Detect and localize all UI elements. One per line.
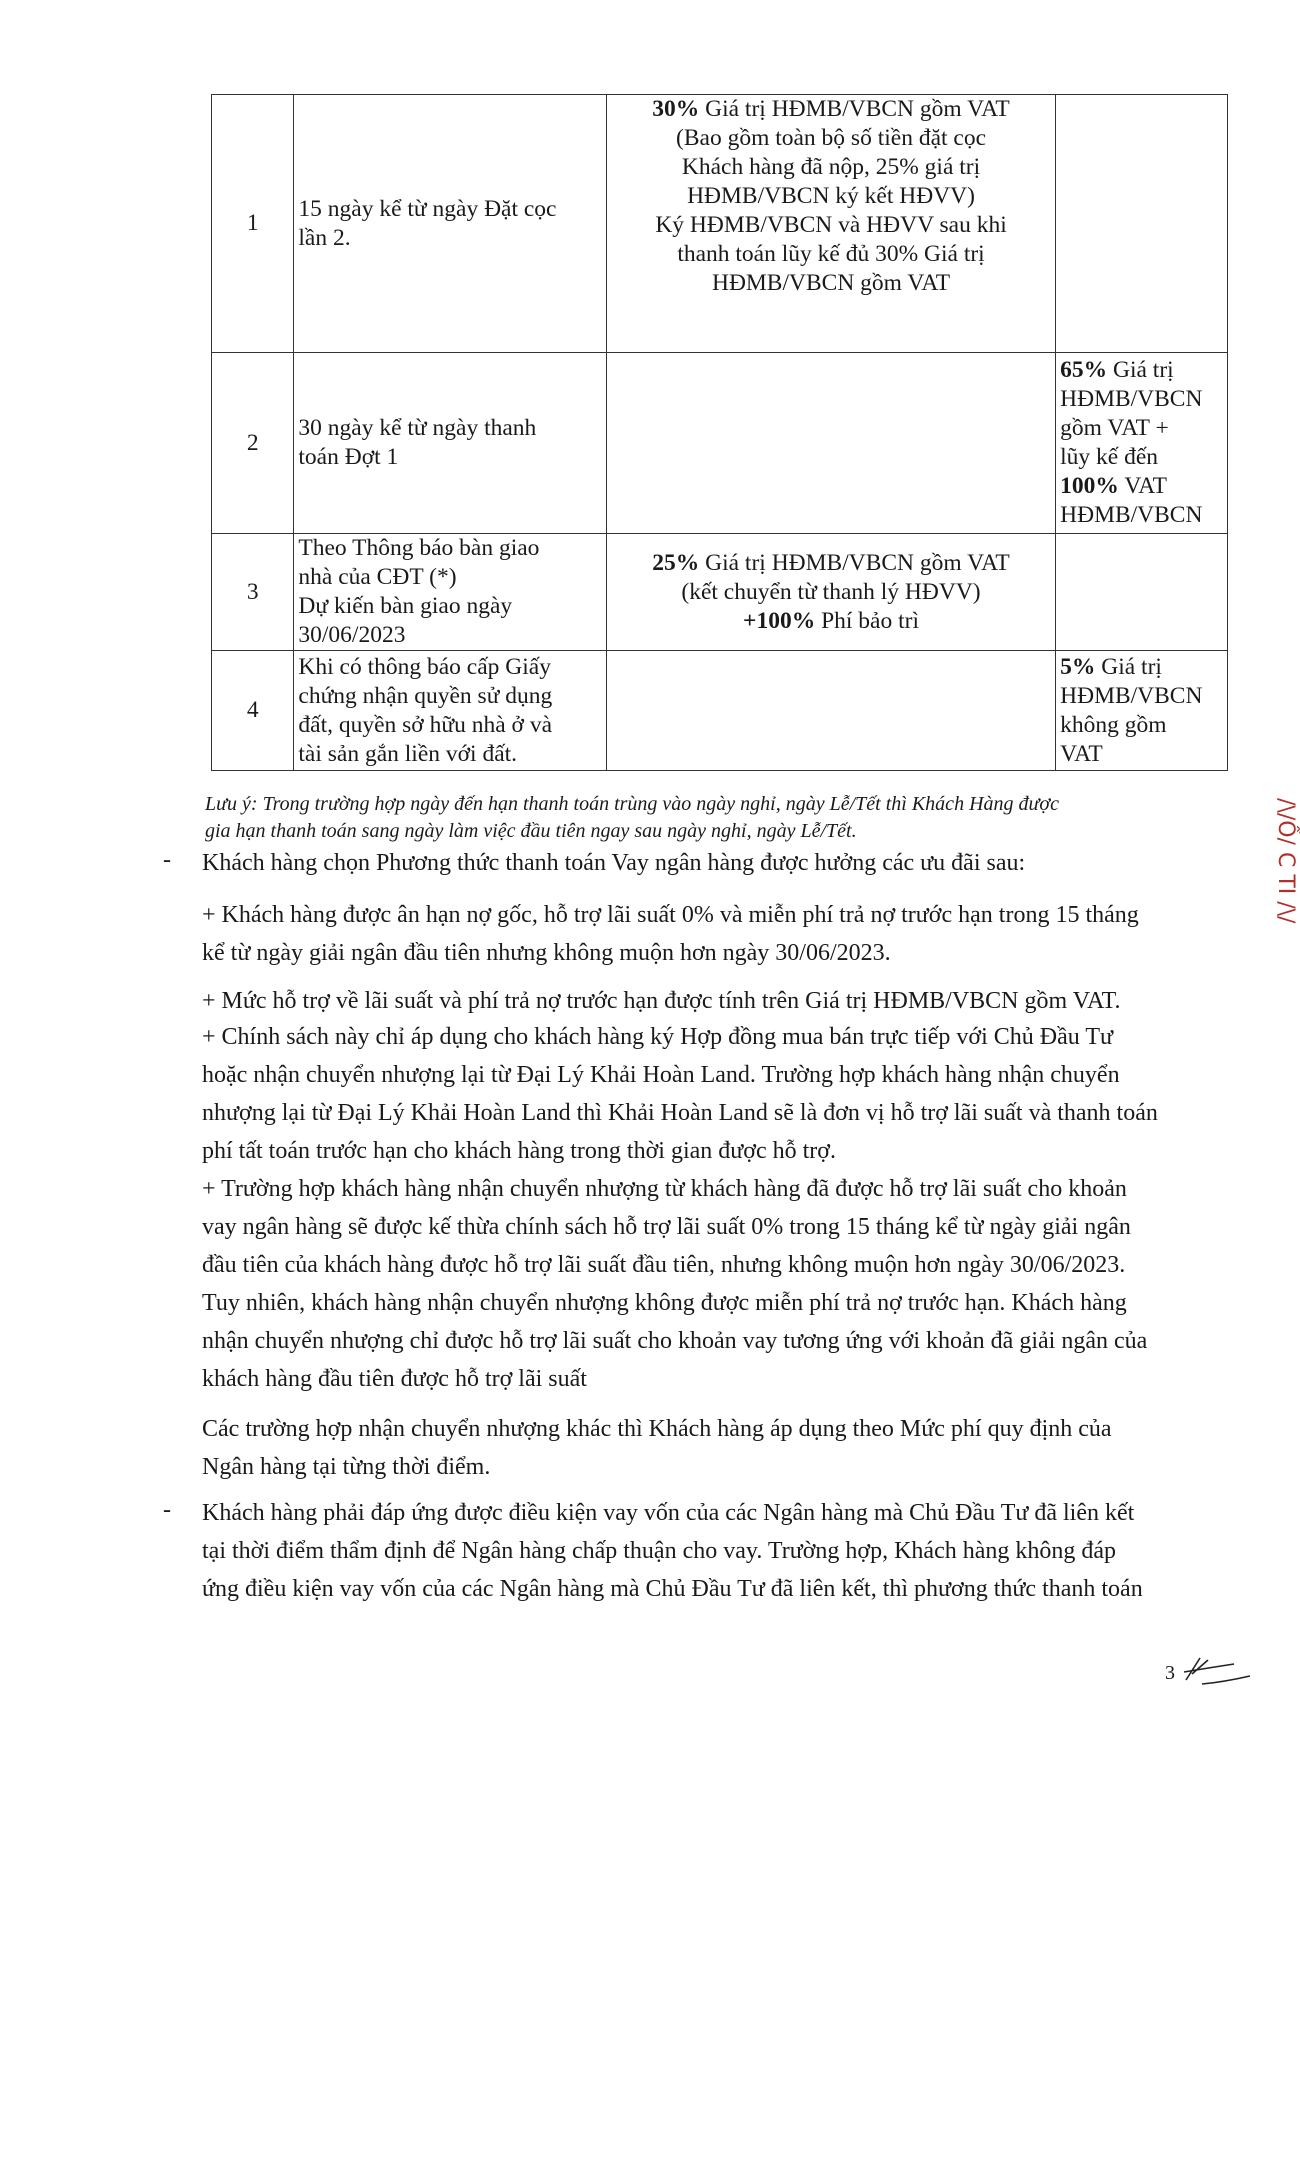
- table-row: [212, 353, 1228, 534]
- paragraph: Khách hàng phải đáp ứng được điều kiện vay vốn của các Ngân hàng mà Chủ Đầu Tư đã liên kết: [202, 1500, 1135, 1526]
- paragraph: tại thời điểm thẩm định để Ngân hàng chấp thuận cho vay. Trường hợp, Khách hàng không đáp: [202, 1538, 1117, 1564]
- paragraph: + Mức hỗ trợ về lãi suất và phí trả nợ trước hạn được tính trên Giá trị HĐMB/VBCN gồm VAT.: [202, 988, 1121, 1014]
- loan-payment-cell: 5% Giá trị HĐMB/VBCN không gồm VAT: [1056, 651, 1228, 771]
- payment-amount-cell: [606, 353, 1055, 534]
- paragraph: kể từ ngày giải ngân đầu tiên nhưng không muộn hơn ngày 30/06/2023.: [202, 940, 891, 966]
- payment-amount-cell: 25% Giá trị HĐMB/VBCN gồm VAT (kết chuyển từ thanh lý HĐVV) +100% Phí bảo trì: [606, 534, 1055, 651]
- payment-time-cell: 15 ngày kể từ ngày Đặt cọc lần 2.: [294, 95, 607, 353]
- paragraph: Các trường hợp nhận chuyển nhượng khác thì Khách hàng áp dụng theo Mức phí quy định của: [202, 1416, 1112, 1442]
- paragraph: Khách hàng chọn Phương thức thanh toán Vay ngân hàng được hưởng các ưu đãi sau:: [202, 850, 1026, 876]
- margin-stamp: /\/Ố/ C TI /\/: [1273, 798, 1298, 924]
- table-row: [212, 651, 1228, 771]
- payment-time-cell: Khi có thông báo cấp Giấy chứng nhận quyền sử dụng đất, quyền sở hữu nhà ở và tài sản gắn liền với đất.: [294, 651, 607, 771]
- paragraph: + Chính sách này chỉ áp dụng cho khách hàng ký Hợp đồng mua bán trực tiếp với Chủ Đầu Tư: [202, 1024, 1113, 1050]
- row-number: 1: [212, 95, 294, 353]
- payment-schedule-table: [211, 94, 1228, 771]
- paragraph: phí tất toán trước hạn cho khách hàng trong thời gian được hỗ trợ.: [202, 1138, 836, 1164]
- row-number: 4: [212, 651, 294, 771]
- initials-signature-icon: [1178, 1652, 1258, 1692]
- bullet-dash: -: [163, 847, 171, 873]
- paragraph: + Khách hàng được ân hạn nợ gốc, hỗ trợ lãi suất 0% và miễn phí trả nợ trước hạn trong 15 tháng: [202, 902, 1139, 928]
- paragraph: + Trường hợp khách hàng nhận chuyển nhượng từ khách hàng đã được hỗ trợ lãi suất cho khoản: [202, 1176, 1127, 1202]
- loan-payment-cell: [1056, 534, 1228, 651]
- paragraph: ứng điều kiện vay vốn của các Ngân hàng mà Chủ Đầu Tư đã liên kết, thì phương thức thanh toán: [202, 1576, 1143, 1602]
- paragraph: Ngân hàng tại từng thời điểm.: [202, 1454, 491, 1480]
- paragraph: nhận chuyển nhượng chỉ được hỗ trợ lãi suất cho khoản vay tương ứng với khoản đã giải ngân của: [202, 1328, 1148, 1354]
- payment-time-cell: 30 ngày kể từ ngày thanh toán Đợt 1: [294, 353, 607, 534]
- payment-time-cell: Theo Thông báo bàn giao nhà của CĐT (*) Dự kiến bàn giao ngày 30/06/2023: [294, 534, 607, 651]
- paragraph: nhượng lại từ Đại Lý Khải Hoàn Land thì Khải Hoàn Land sẽ là đơn vị hỗ trợ lãi suất và thanh toán: [202, 1100, 1158, 1126]
- row-number: 2: [212, 353, 294, 534]
- note-text: Lưu ý: Trong trường hợp ngày đến hạn thanh toán trùng vào ngày nghỉ, ngày Lễ/Tết thì Khách Hàng được gia hạn thanh toán sang ngày làm việc đầu tiên ngay sau ngày nghỉ, ngày Lễ/Tết.: [205, 793, 1059, 842]
- table-row: [212, 534, 1228, 651]
- paragraph: vay ngân hàng sẽ được kế thừa chính sách hỗ trợ lãi suất 0% trong 15 tháng kể từ ngày giải ngân: [202, 1214, 1131, 1240]
- paragraph: khách hàng đầu tiên được hỗ trợ lãi suất: [202, 1366, 587, 1392]
- loan-payment-cell: 65% Giá trị HĐMB/VBCN gồm VAT + lũy kế đến 100% VAT HĐMB/VBCN: [1056, 353, 1228, 534]
- table-row: [212, 95, 1228, 353]
- paragraph: Tuy nhiên, khách hàng nhận chuyển nhượng không được miễn phí trả nợ trước hạn. Khách hàng: [202, 1290, 1127, 1316]
- loan-payment-cell: [1056, 95, 1228, 353]
- payment-amount-cell: 30% Giá trị HĐMB/VBCN gồm VAT (Bao gồm toàn bộ số tiền đặt cọc Khách hàng đã nộp, 25% giá trị HĐMB/VBCN ký kết HĐVV) Ký HĐMB/VBCN và HĐVV sau khi thanh toán lũy kế đủ 30% Giá trị HĐMB/VBCN gồm VAT: [606, 95, 1055, 353]
- bullet-dash: -: [163, 1497, 171, 1523]
- paragraph: hoặc nhận chuyển nhượng lại từ Đại Lý Khải Hoàn Land. Trường hợp khách hàng nhận chuyển: [202, 1062, 1120, 1088]
- row-number: 3: [212, 534, 294, 651]
- payment-amount-cell: [606, 651, 1055, 771]
- paragraph: đầu tiên của khách hàng được hỗ trợ lãi suất đầu tiên, nhưng không muộn hơn ngày 30/06/2023.: [202, 1252, 1126, 1278]
- page-number: 3: [1165, 1662, 1175, 1684]
